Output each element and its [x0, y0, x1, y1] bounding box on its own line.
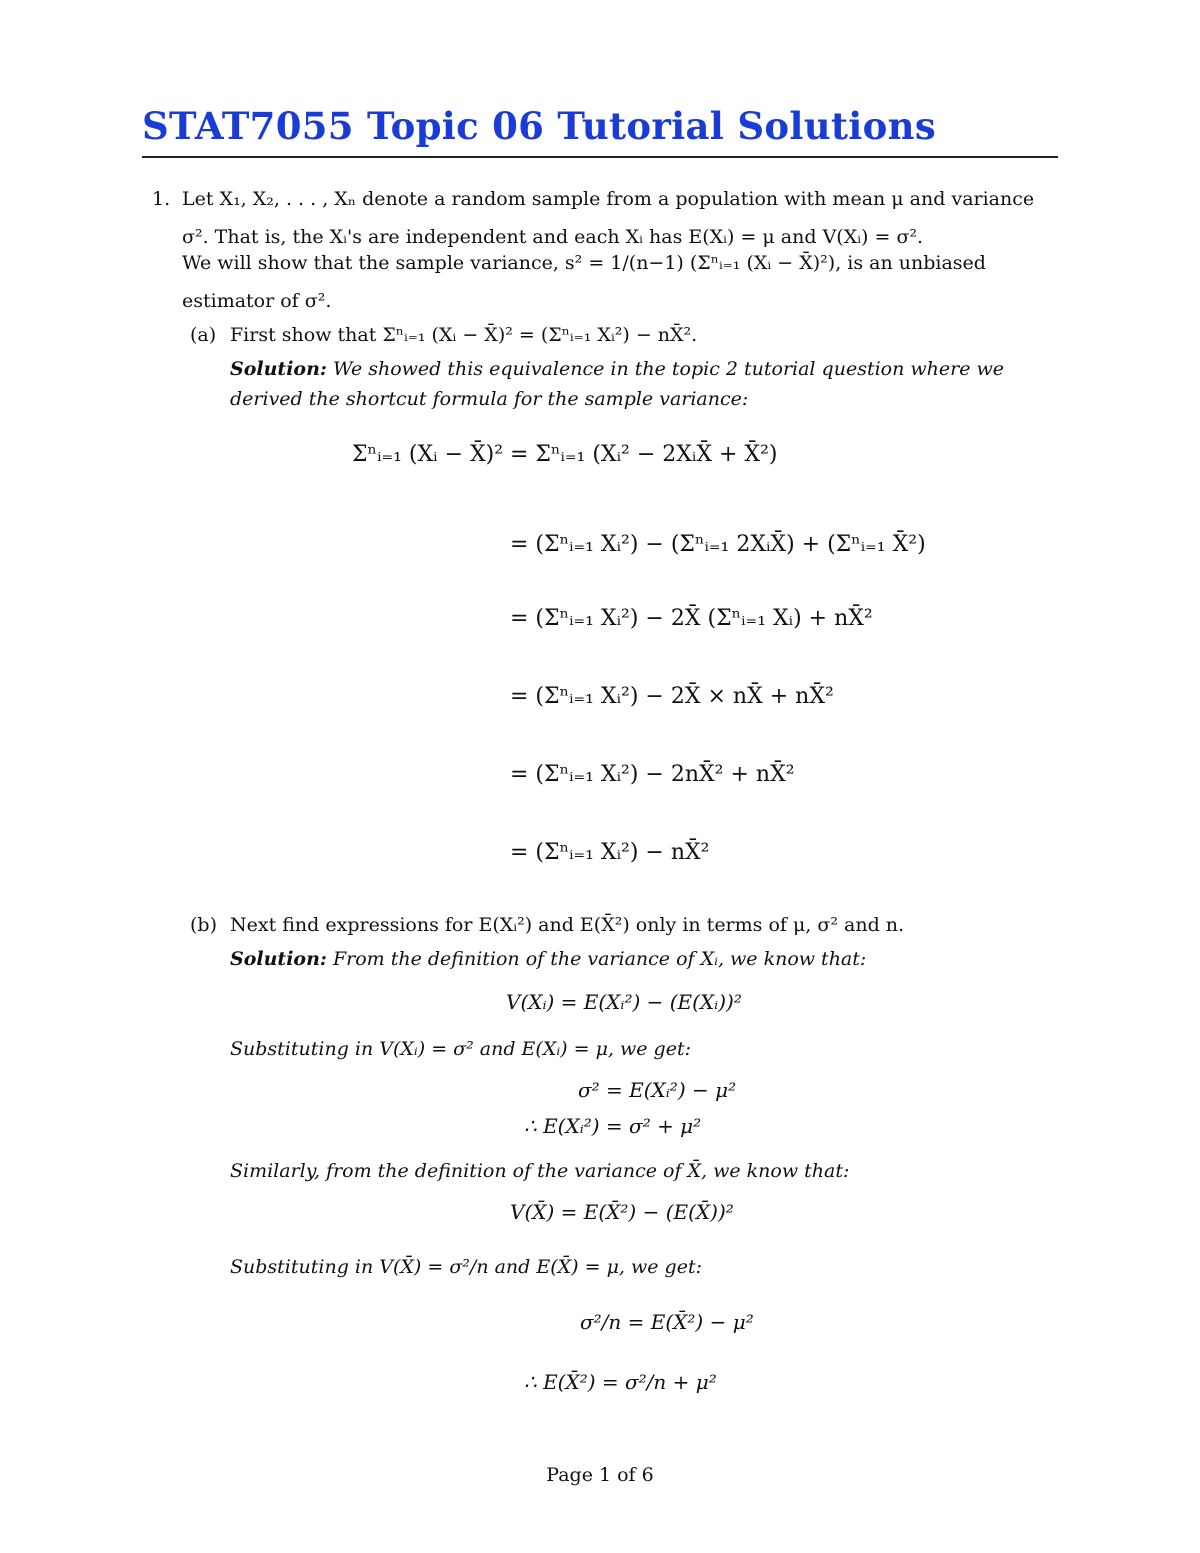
derivation-line-6: = (Σⁿᵢ₌₁ Xᵢ²) − nX̄²: [510, 840, 710, 865]
part-b-substitution-2: Substituting in V(X̄) = σ²/n and E(X̄) = μ, we get:: [230, 1256, 702, 1278]
intro-line-3: We will show that the sample variance, s² = 1/(n−1) (Σⁿᵢ₌₁ (Xᵢ − X̄)²), is an unbiased: [182, 252, 986, 274]
part-b-similarly: Similarly, from the definition of the variance of X̄, we know that:: [230, 1160, 850, 1182]
part-a-solution-line-2: derived the shortcut formula for the sample variance:: [230, 388, 749, 410]
part-b-eq-6: ∴ E(X̄²) = σ²/n + μ²: [524, 1370, 717, 1394]
derivation-line-1-lhs: Σⁿᵢ₌₁ (Xᵢ − X̄)²: [352, 442, 504, 467]
part-a-solution-line-1: We showed this equivalence in the topic 2 tutorial question where we: [332, 358, 1004, 380]
derivation-line-5: = (Σⁿᵢ₌₁ Xᵢ²) − 2nX̄² + nX̄²: [510, 762, 795, 787]
part-b-label: (b): [190, 914, 217, 936]
page-title: STAT7055 Topic 06 Tutorial Solutions: [142, 104, 936, 148]
part-b-eq-4: V(X̄) = E(X̄²) − (E(X̄))²: [510, 1200, 734, 1224]
part-a-label: (a): [190, 324, 217, 346]
part-b-eq-3: ∴ E(Xᵢ²) = σ² + μ²: [524, 1114, 702, 1138]
part-b-eq-5: σ²/n = E(X̄²) − μ²: [580, 1310, 754, 1334]
part-b-solution-line-1: From the definition of the variance of Xᵢ, we know that:: [332, 948, 867, 970]
derivation-line-4: = (Σⁿᵢ₌₁ Xᵢ²) − 2X̄ × nX̄ + nX̄²: [510, 684, 834, 709]
intro-line-4: estimator of σ².: [182, 290, 332, 312]
part-b-text: Next find expressions for E(Xᵢ²) and E(X̄²) only in terms of μ, σ² and n.: [230, 914, 905, 936]
part-a-text: First show that Σⁿᵢ₌₁ (Xᵢ − X̄)² = (Σⁿᵢ₌₁ Xᵢ²) − nX̄².: [230, 324, 698, 346]
intro-line-2: σ². That is, the Xᵢ's are independent and each Xᵢ has E(Xᵢ) = μ and V(Xᵢ) = σ².: [182, 226, 924, 248]
part-b-eq-2: σ² = E(Xᵢ²) − μ²: [578, 1078, 737, 1102]
derivation-line-3: = (Σⁿᵢ₌₁ Xᵢ²) − 2X̄ (Σⁿᵢ₌₁ Xᵢ) + nX̄²: [510, 606, 873, 631]
part-a-solution-label: Solution:: [230, 358, 327, 380]
title-rule: [142, 156, 1058, 158]
derivation-line-1-rhs: = Σⁿᵢ₌₁ (Xᵢ² − 2XᵢX̄ + X̄²): [510, 442, 778, 467]
part-b-solution-label: Solution:: [230, 948, 327, 970]
derivation-line-2: = (Σⁿᵢ₌₁ Xᵢ²) − (Σⁿᵢ₌₁ 2XᵢX̄) + (Σⁿᵢ₌₁ X̄²): [510, 532, 926, 557]
question-number: 1.: [152, 188, 171, 210]
page-footer: Page 1 of 6: [546, 1464, 654, 1486]
part-b-substitution-1: Substituting in V(Xᵢ) = σ² and E(Xᵢ) = μ, we get:: [230, 1038, 692, 1060]
intro-line-1: Let X₁, X₂, . . . , Xₙ denote a random sample from a population with mean μ and variance: [182, 188, 1035, 210]
part-b-eq-1: V(Xᵢ) = E(Xᵢ²) − (E(Xᵢ))²: [506, 990, 742, 1014]
